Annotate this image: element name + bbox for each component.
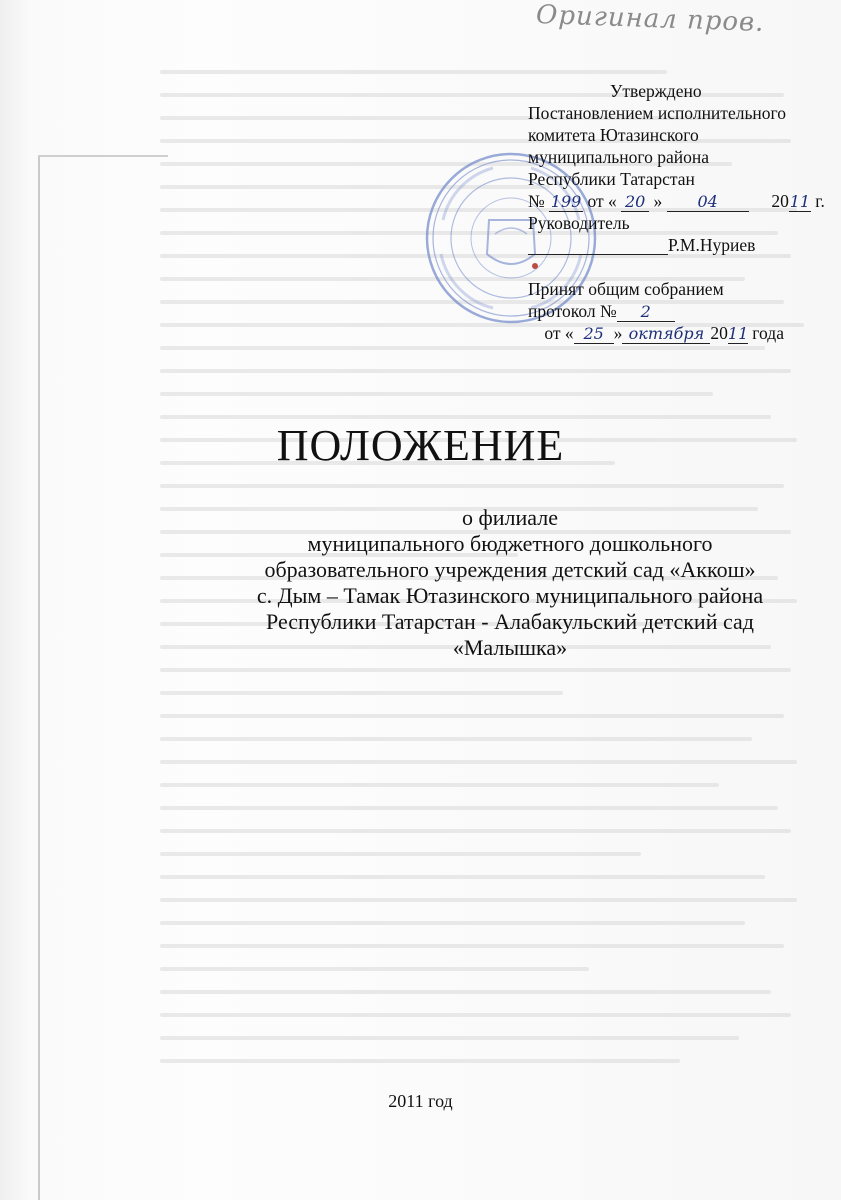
adoption-date: от « 25 » октября 2011 года bbox=[544, 323, 784, 343]
adoption-protocol: протокол № 2 bbox=[528, 300, 838, 322]
document-subtitle bbox=[170, 505, 841, 661]
subtitle-line: муниципального бюджетного дошкольного bbox=[307, 531, 713, 556]
approval-line: комитета Ютазинского bbox=[528, 125, 699, 145]
approval-line: Постановлением исполнительного bbox=[528, 103, 787, 123]
approval-line: муниципального района bbox=[528, 147, 710, 167]
page-fold-line bbox=[38, 155, 40, 1200]
document-title: ПОЛОЖЕНИЕ bbox=[276, 421, 565, 470]
approval-head-title: Руководитель bbox=[528, 213, 630, 233]
approval-line: Республики Татарстан bbox=[528, 169, 695, 189]
approval-block bbox=[528, 80, 838, 344]
approval-head-signature: Р.М.Нуриев bbox=[528, 234, 838, 256]
page-fold-line bbox=[38, 155, 168, 157]
subtitle-line: «Малышка» bbox=[452, 635, 568, 660]
approval-heading: Утверждено bbox=[610, 81, 702, 101]
document-year: 2011 год bbox=[388, 1091, 453, 1111]
approval-decree-number: № 199 от « 20 » 04 2011 г. bbox=[528, 191, 825, 211]
subtitle-line: о филиале bbox=[462, 505, 558, 530]
subtitle-line: образовательного учреждения детский сад «Аккош» bbox=[264, 557, 756, 582]
adoption-heading: Принят общим собранием bbox=[528, 279, 724, 299]
subtitle-line: Республики Татарстан - Алабакульский детский сад bbox=[266, 609, 754, 634]
handwritten-note: Оригинал пров. bbox=[535, 0, 765, 38]
subtitle-line: с. Дым – Тамак Ютазинского муниципального района bbox=[256, 583, 764, 608]
